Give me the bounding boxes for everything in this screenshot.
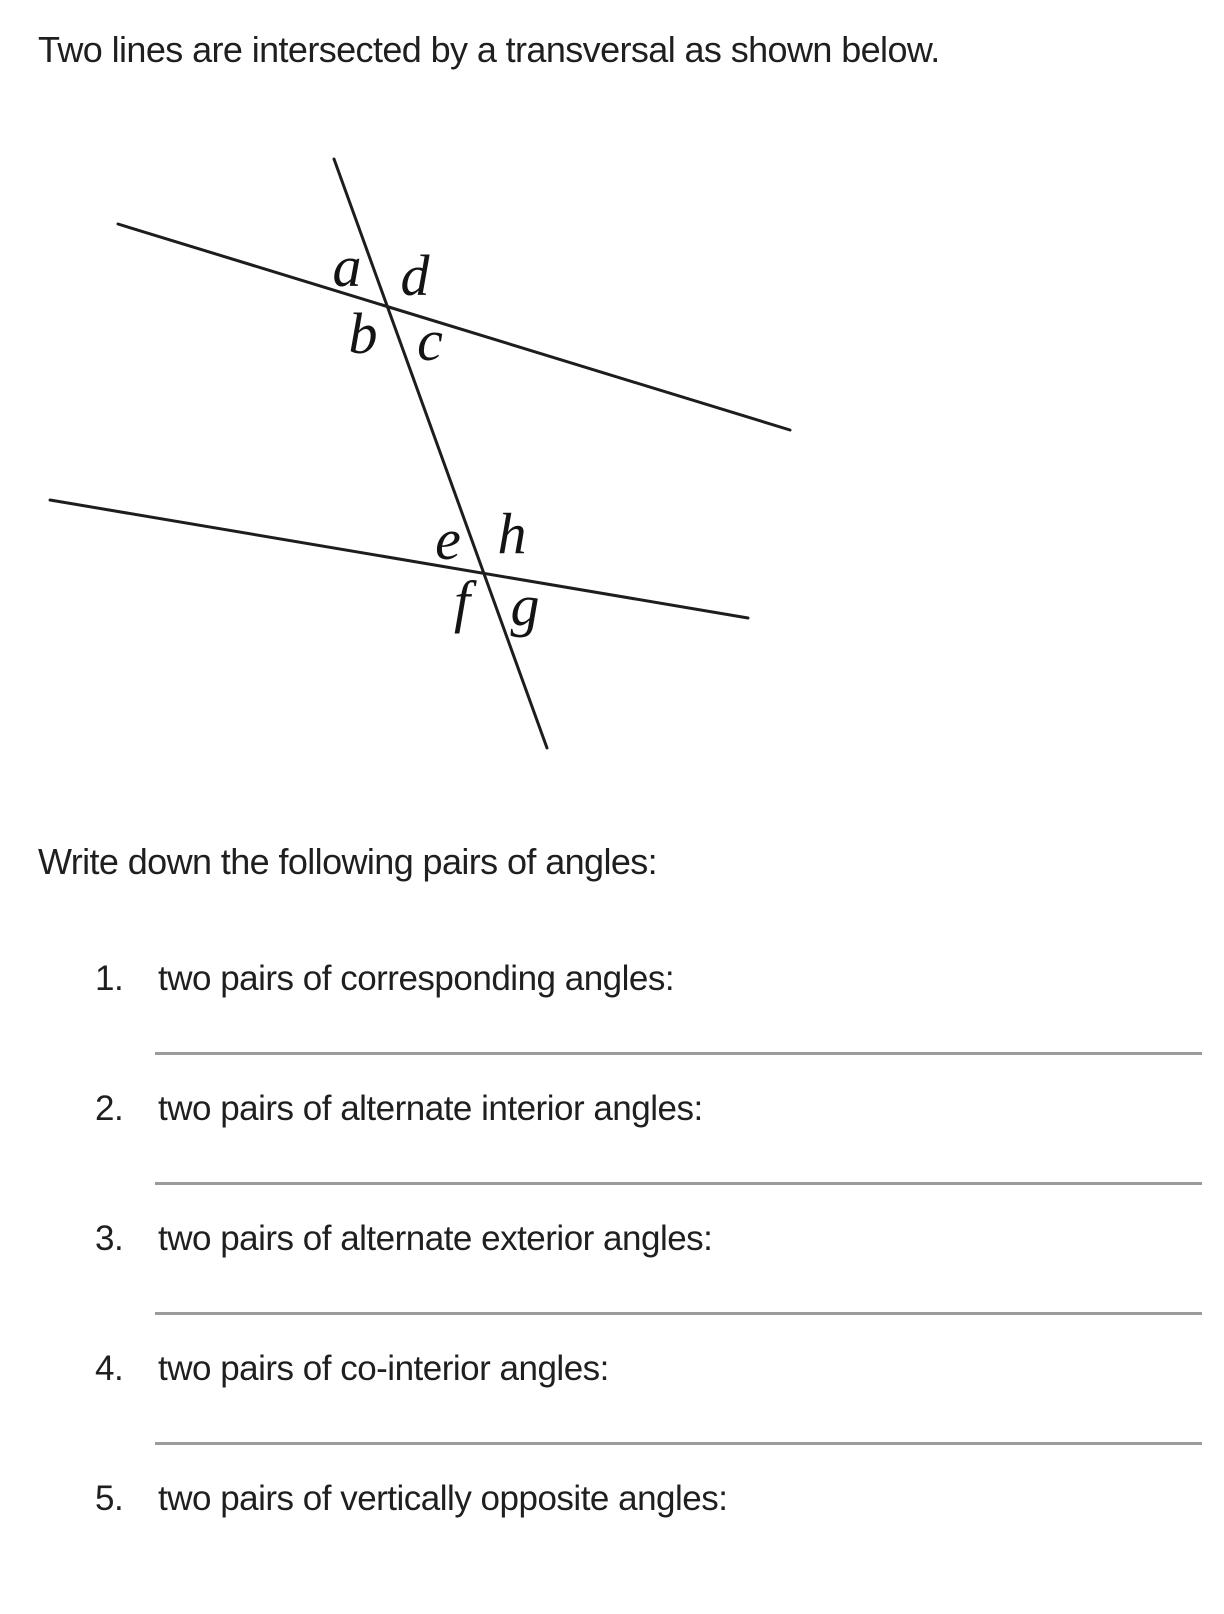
angle-label-b: b — [348, 301, 378, 366]
transversal-line — [334, 159, 547, 748]
transversal-diagram — [0, 0, 820, 790]
page-title: Two lines are intersected by a transversal as shown below. — [38, 29, 940, 70]
diagram-canvas — [0, 0, 820, 790]
angle-label-a: a — [332, 234, 362, 299]
question-label: two pairs of vertically opposite angles: — [158, 1479, 728, 1518]
lower-line — [50, 500, 748, 618]
answer-line-2 — [155, 1182, 1202, 1185]
answer-line-3 — [155, 1312, 1202, 1315]
angle-label-g: g — [510, 573, 540, 638]
question-label: two pairs of alternate interior angles: — [158, 1089, 703, 1128]
angle-label-c: c — [417, 308, 443, 373]
answer-line-1 — [155, 1052, 1202, 1055]
question-number: 5. — [95, 1479, 124, 1518]
question-number: 2. — [95, 1089, 124, 1128]
question-label: two pairs of co-interior angles: — [158, 1349, 609, 1388]
angle-label-d: d — [400, 243, 430, 308]
angle-label-e: e — [435, 507, 461, 572]
question-label: two pairs of corresponding angles: — [158, 959, 675, 998]
angle-label-f: f — [453, 569, 471, 634]
angle-label-h: h — [497, 501, 527, 566]
upper-line — [118, 224, 790, 430]
instruction-text: Write down the following pairs of angles: — [38, 841, 658, 882]
question-number: 1. — [95, 959, 124, 998]
question-label: two pairs of alternate exterior angles: — [158, 1219, 713, 1258]
question-number: 3. — [95, 1219, 124, 1258]
question-number: 4. — [95, 1349, 124, 1388]
answer-line-4 — [155, 1442, 1202, 1445]
